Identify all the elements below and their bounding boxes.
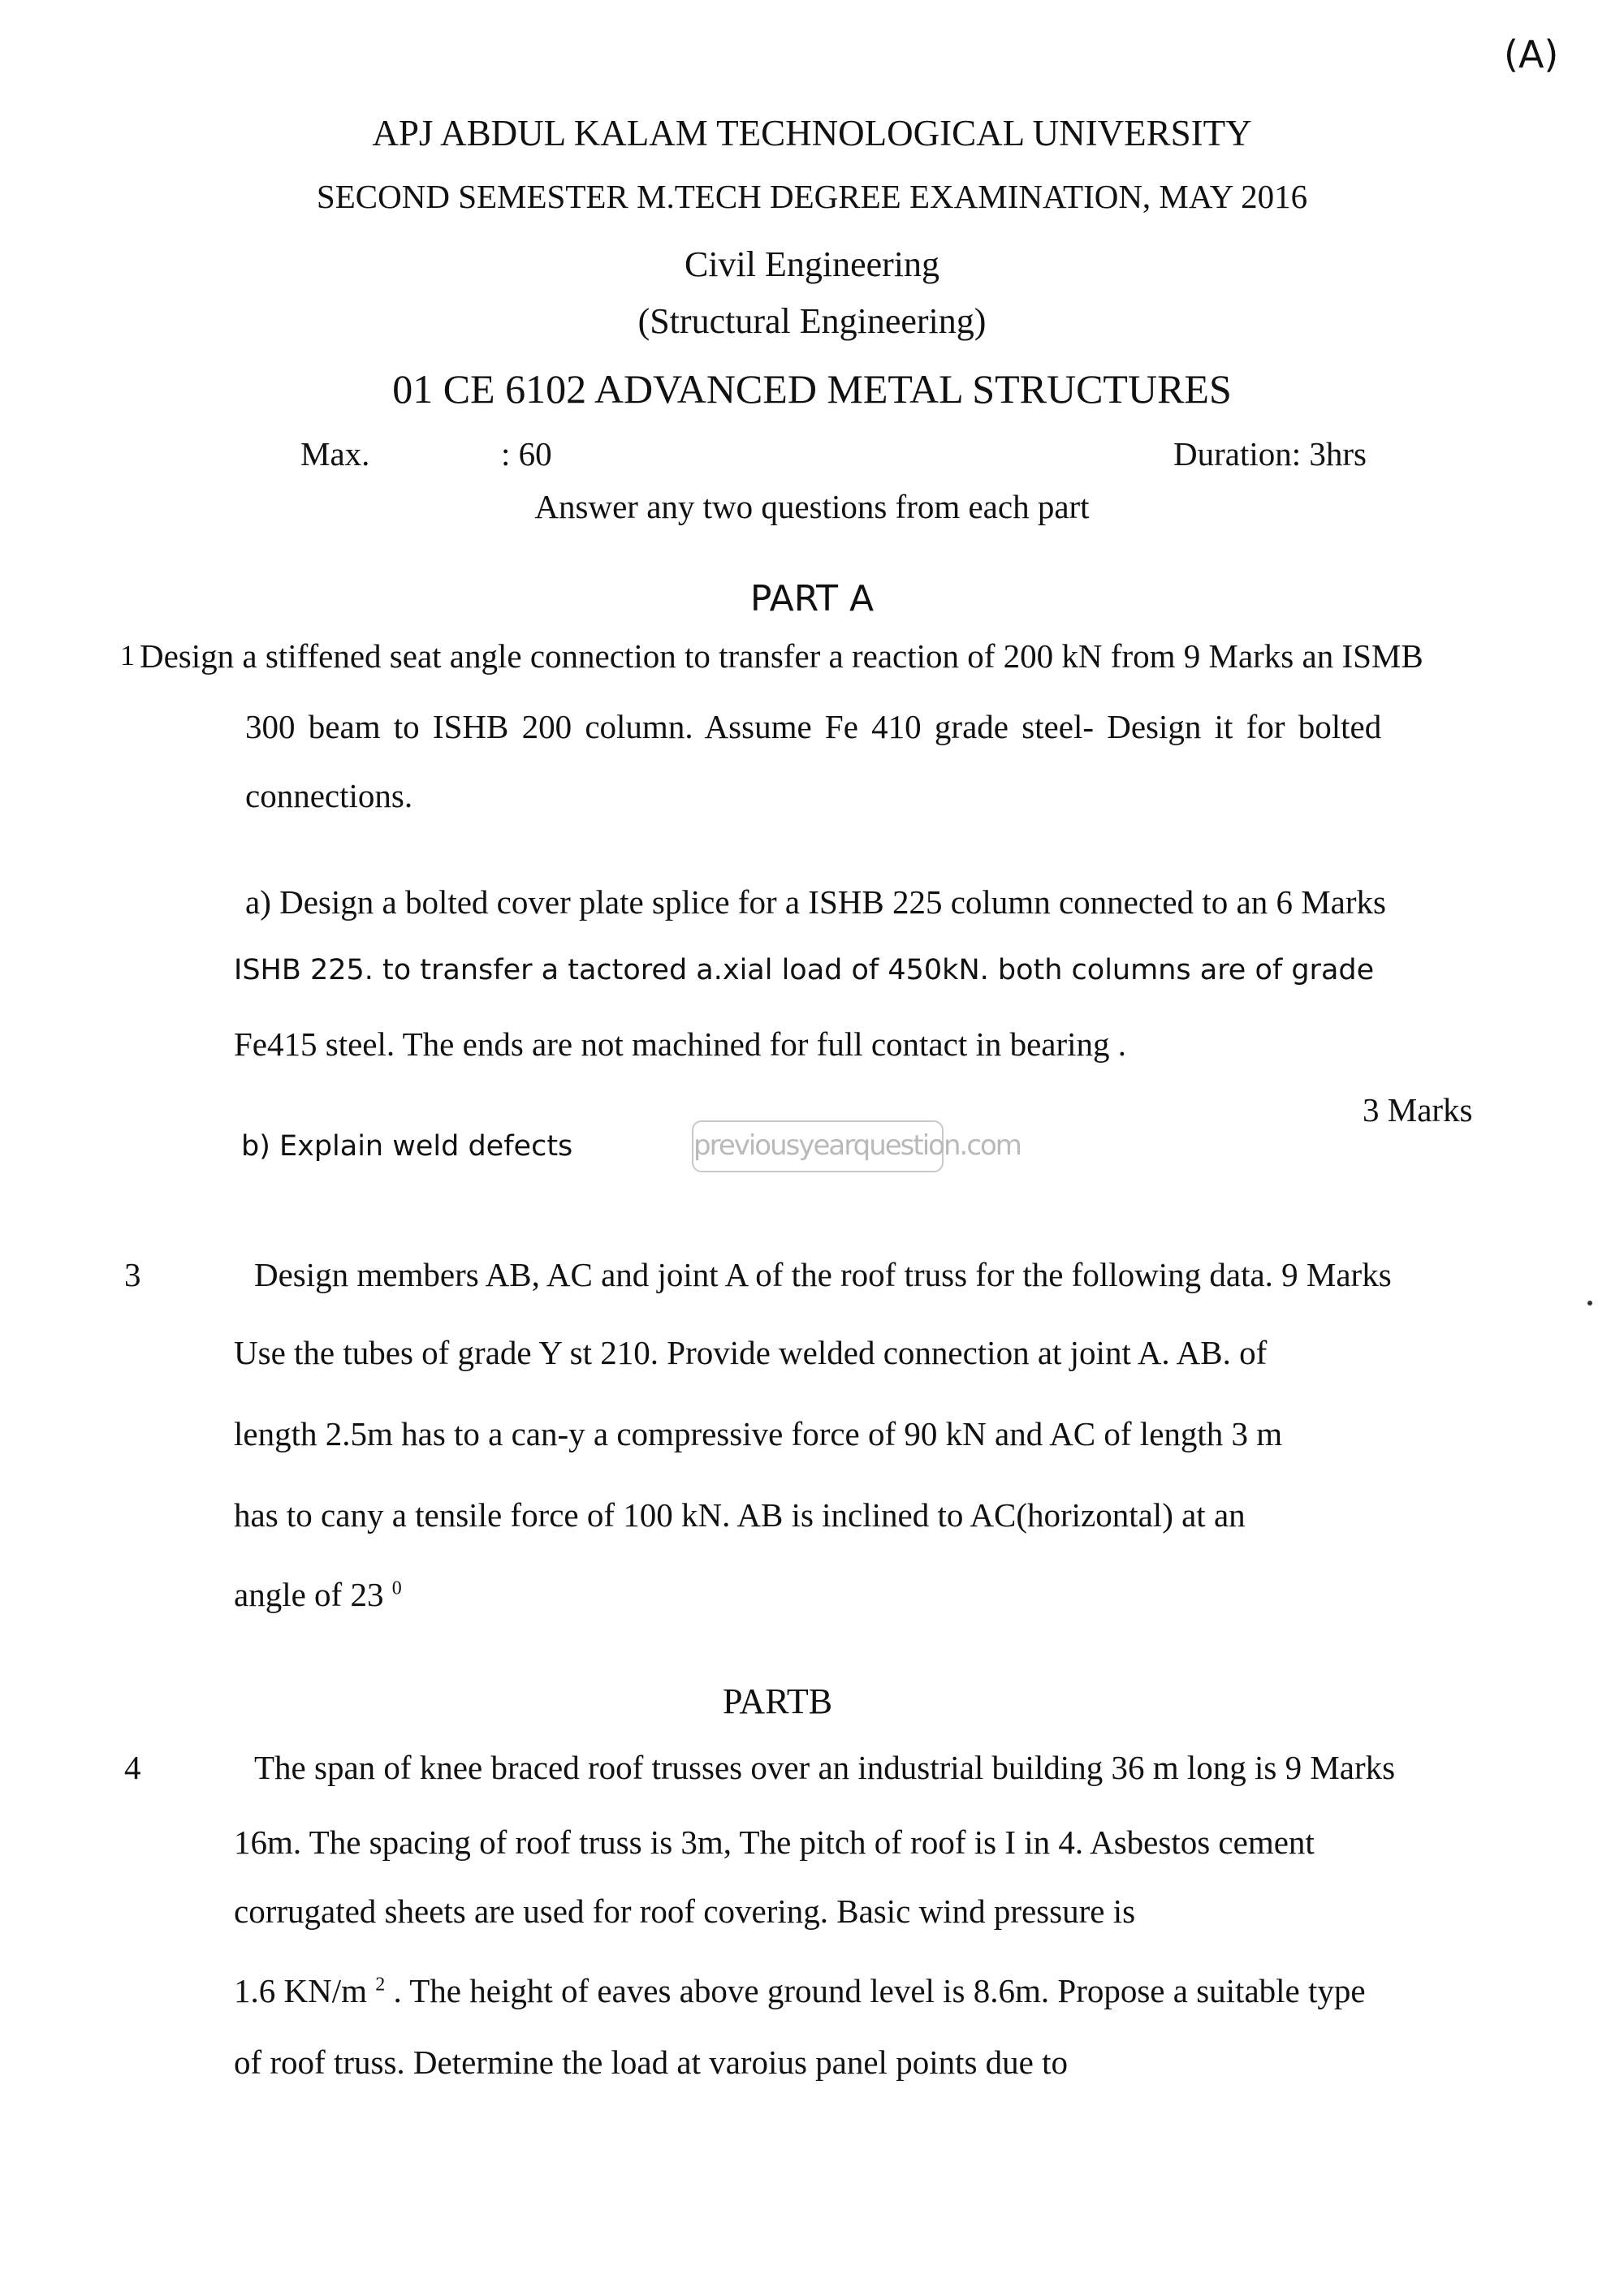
- question-4-line-1: The span of knee braced roof trusses over an industrial building 36 m long is 9 Marks: [254, 1749, 1396, 1786]
- branch-name: Civil Engineering: [684, 244, 940, 284]
- question-4-line-4-end: . The height of eaves above ground level is 8.6m. Propose a suitable type: [393, 1972, 1366, 2009]
- question-3-line-5: [234, 1575, 402, 1614]
- specialisation-name: (Structural Engineering): [637, 301, 987, 341]
- exam-instruction: Answer any two questions from each part: [534, 488, 1090, 525]
- exam-title: SECOND SEMESTER M.TECH DEGREE EXAMINATION, MAY 2016: [316, 178, 1308, 215]
- university-name: APJ ABDUL KALAM TECHNOLOGICAL UNIVERSITY: [372, 113, 1252, 153]
- stray-dot: [1587, 1301, 1592, 1306]
- paper-set-label: (A): [1504, 32, 1559, 76]
- max-marks-label: Max.: [300, 435, 370, 473]
- question-3-line-5-text: angle of 23: [234, 1576, 384, 1613]
- question-2b-text: b) Explain weld defects: [241, 1130, 573, 1163]
- part-b-heading: PARTB: [723, 1681, 833, 1721]
- question-4-line-3: corrugated sheets are used for roof covering. Basic wind pressure is: [234, 1892, 1136, 1930]
- question-3-number: 3: [124, 1256, 141, 1293]
- question-1-line-1: Design a stiffened seat angle connection to transfer a reaction of 200 kN from 9 Marks an ISMB: [140, 637, 1423, 675]
- question-2b-marks: 3 Marks: [1363, 1091, 1473, 1129]
- question-3-line-4: has to cany a tensile force of 100 kN. AB is inclined to AC(horizontal) at an: [234, 1496, 1246, 1534]
- question-2a-line-1: a) Design a bolted cover plate splice for a ISHB 225 column connected to an 6 Marks: [245, 883, 1386, 921]
- question-4-line-4: [234, 1971, 1366, 2010]
- question-3-line-2: Use the tubes of grade Y st 210. Provide welded connection at joint A. AB. of: [234, 1334, 1268, 1371]
- question-1-line-3: connections.: [245, 777, 413, 814]
- question-1-number: 1: [120, 639, 135, 671]
- degree-superscript: 0: [391, 1577, 402, 1599]
- question-3-line-1: Design members AB, AC and joint A of the roof truss for the following data. 9 Marks: [254, 1256, 1392, 1293]
- question-1-line-2: 300 beam to ISHB 200 column. Assume Fe 410 grade steel- Design it for bolted: [245, 708, 1382, 745]
- question-2a-line-3: Fe415 steel. The ends are not machined for full contact in bearing .: [234, 1025, 1127, 1063]
- question-3-line-3: length 2.5m has to a can-y a compressive force of 90 kN and AC of length 3 m: [234, 1415, 1283, 1452]
- part-a-heading: PART A: [749, 578, 875, 619]
- question-4-number: 4: [124, 1749, 141, 1786]
- watermark-logo: previousyearquestion.com: [692, 1120, 944, 1172]
- question-4-line-2: 16m. The spacing of roof truss is 3m, The pitch of roof is I in 4. Asbestos cement: [234, 1823, 1315, 1861]
- question-2a-line-2: ISHB 225. to transfer a tactored a.xial load of 450kN. both columns are of grade: [234, 954, 1375, 986]
- squared-superscript: 2: [375, 1974, 386, 1996]
- max-marks-value: : 60: [501, 435, 552, 473]
- question-4-line-5: of roof truss. Determine the load at varoius panel points due to: [234, 2044, 1069, 2081]
- exam-duration: Duration: 3hrs: [1173, 435, 1367, 473]
- question-4-line-4-start: 1.6 KN/m: [234, 1972, 367, 2009]
- course-title: 01 CE 6102 ADVANCED METAL STRUCTURES: [392, 366, 1232, 412]
